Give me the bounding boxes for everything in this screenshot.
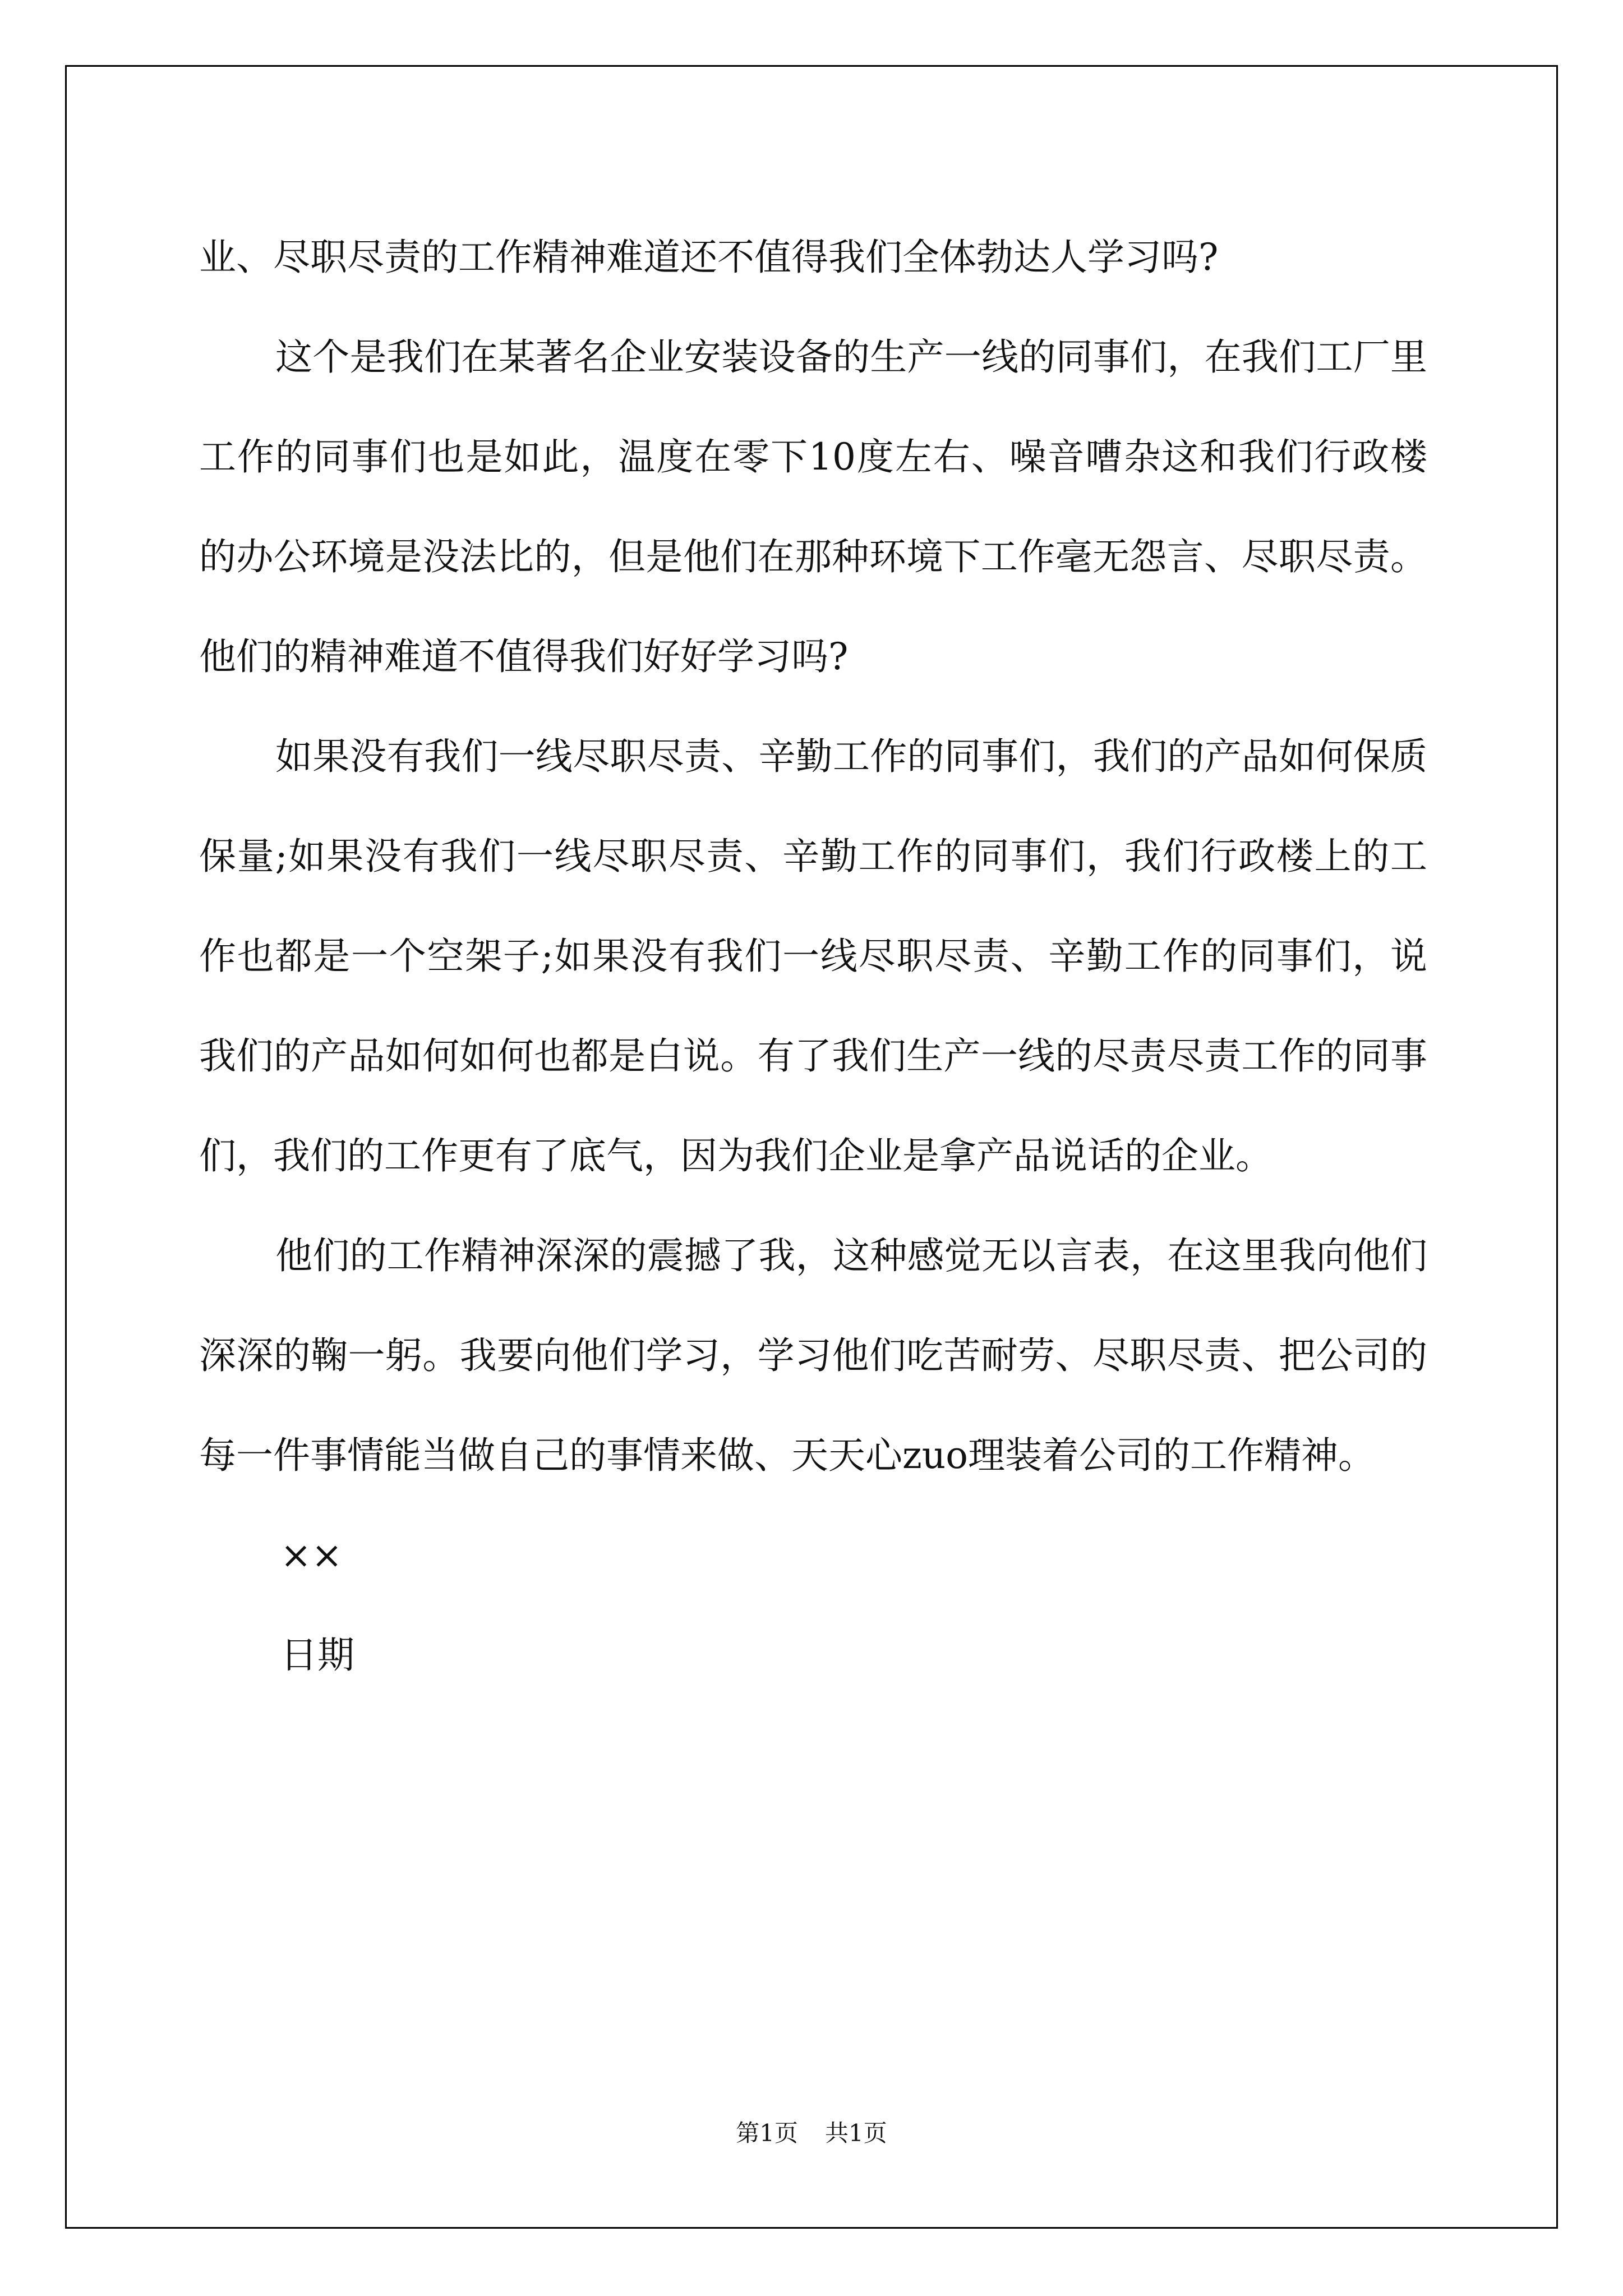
paragraph-1: 业、尽职尽责的工作精神难道还不值得我们全体勃达人学习吗?: [199, 236, 1219, 279]
paragraph-3: 如果没有我们一线尽职尽责、辛勤工作的同事们，我们的产品如何保质保量;如果没有我们一线尽职尽责、辛勤工作的同事们，我们行政楼上的工作也都是一个空架子;如果没有我们一线尽职尽责、辛勤工作的同事们，说我们的产品如何如何也都是白说。有了我们生产一线的尽责尽责工作的同事们，我们的工作更有了底气，因为我们企业是拿产品说话的企业。: [199, 735, 1427, 1177]
paragraph-2: 这个是我们在某著名企业安装设备的生产一线的同事们，在我们工厂里工作的同事们也是如此，温度在零下10度左右、噪音嘈杂这和我们行政楼的办公环境是没法比的，但是他们在那种环境下工作毫无怨言、尽职尽责。他们的精神难道不值得我们好好学习吗?: [199, 335, 1427, 678]
page-number: 第1页: [736, 2119, 798, 2147]
page-footer: [0, 2115, 1623, 2148]
total-pages: 共1页: [825, 2119, 887, 2147]
document-body: [199, 208, 1427, 1705]
date-label: 日期: [280, 1634, 354, 1677]
paragraph-4: 他们的工作精神深深的震撼了我，这种感觉无以言表，在这里我向他们深深的鞠一躬。我要向他们学习，学习他们吃苦耐劳、尽职尽责、把公司的每一件事情能当做自己的事情来做、天天心zuo理装着公司的工作精神。: [199, 1234, 1427, 1477]
signature: ××: [280, 1534, 343, 1577]
